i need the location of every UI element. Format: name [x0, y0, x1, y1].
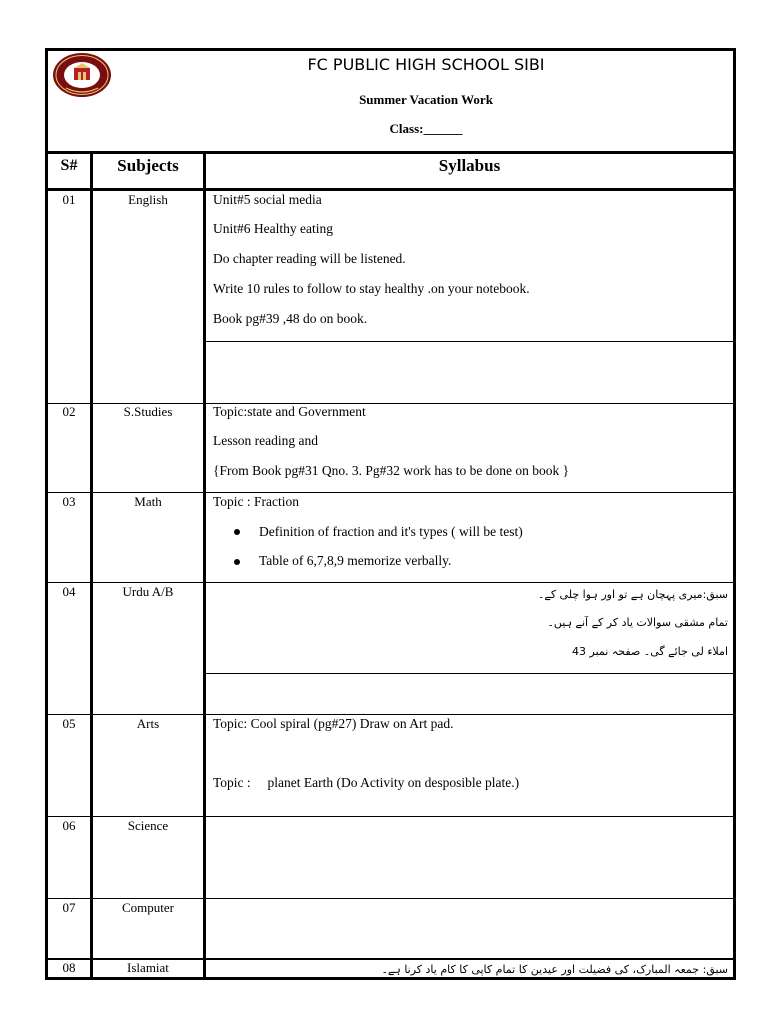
- row-divider: [45, 898, 736, 899]
- column-header-syllabus: Syllabus: [438, 156, 501, 175]
- syllabus-line: {From Book pg#31 Qno. 3. Pg#32 work has to be done on book }: [213, 463, 570, 478]
- syllabus-line: Write 10 rules to follow to stay healthy .on your notebook.: [213, 281, 530, 296]
- column-divider-sn: [90, 151, 93, 980]
- syllabus-line: Book pg#39 ,48 do on book.: [213, 311, 368, 326]
- row-subdivider: [206, 673, 733, 674]
- row-divider: [45, 582, 736, 583]
- row-number: 01: [62, 192, 76, 207]
- row-number: 08: [62, 960, 76, 975]
- syllabus-urdu-line: املاء لی جائے گی۔ صفحہ نمبر 43: [572, 645, 728, 658]
- syllabus-line: Topic:state and Government: [213, 404, 366, 419]
- syllabus-line: Topic: Cool spiral (pg#27) Draw on Art pad.: [213, 716, 454, 731]
- row-number: 03: [62, 494, 76, 509]
- column-header-divider: [45, 188, 736, 191]
- bullet-icon: [234, 559, 240, 565]
- syllabus-bullet-line: Table of 6,7,8,9 memorize verbally.: [259, 553, 452, 568]
- row-number: 06: [62, 818, 76, 833]
- row-number: 07: [62, 900, 76, 915]
- header-divider: [45, 151, 736, 154]
- subject-name: S.Studies: [123, 404, 173, 419]
- syllabus-urdu-line: سبق: جمعہ المبارک، کی فضیلت اور عیدین کا تمام کاپی کا کام یاد کرنا ہے۔: [381, 963, 728, 976]
- syllabus-urdu-line: سبق:میری پہچان ہے تو اور ہوا چلی کے۔: [537, 588, 728, 601]
- row-number: 04: [62, 584, 76, 599]
- syllabus-line: Unit#5 social media: [213, 192, 322, 207]
- school-name: FC PUBLIC HIGH SCHOOL SIBI: [307, 55, 545, 74]
- subject-name: English: [128, 192, 168, 207]
- column-header-subjects: Subjects: [117, 156, 179, 175]
- school-logo-emblem: [52, 52, 112, 98]
- bullet-icon: [234, 529, 240, 535]
- row-divider: [45, 492, 736, 493]
- row-divider: [45, 816, 736, 817]
- syllabus-line: Topic : planet Earth (Do Activity on desposible plate.): [213, 775, 520, 790]
- row-subdivider: [206, 341, 733, 342]
- class-label: Class:______: [389, 121, 463, 136]
- syllabus-line: Do chapter reading will be listened.: [213, 251, 406, 266]
- subject-name: Math: [134, 494, 162, 509]
- syllabus-line: Lesson reading and: [213, 433, 318, 448]
- subject-name: Science: [127, 818, 169, 833]
- syllabus-line: Topic : Fraction: [213, 494, 300, 509]
- syllabus-urdu-line: تمام مشقی سوالات یاد کر کے آنے ہیں۔: [547, 616, 728, 629]
- subject-name: Urdu A/B: [122, 584, 174, 599]
- row-divider: [45, 714, 736, 715]
- syllabus-bullet-line: Definition of fraction and it's types ( will be test): [259, 524, 523, 539]
- column-divider-subjects: [203, 151, 206, 980]
- document-subtitle: Summer Vacation Work: [359, 92, 493, 107]
- syllabus-line: Unit#6 Healthy eating: [213, 221, 333, 236]
- row-number: 02: [62, 404, 76, 419]
- subject-name: Computer: [122, 900, 174, 915]
- subject-name: Islamiat: [127, 960, 169, 975]
- column-header-sn: S#: [60, 157, 78, 174]
- row-number: 05: [62, 716, 76, 731]
- subject-name: Arts: [136, 716, 160, 731]
